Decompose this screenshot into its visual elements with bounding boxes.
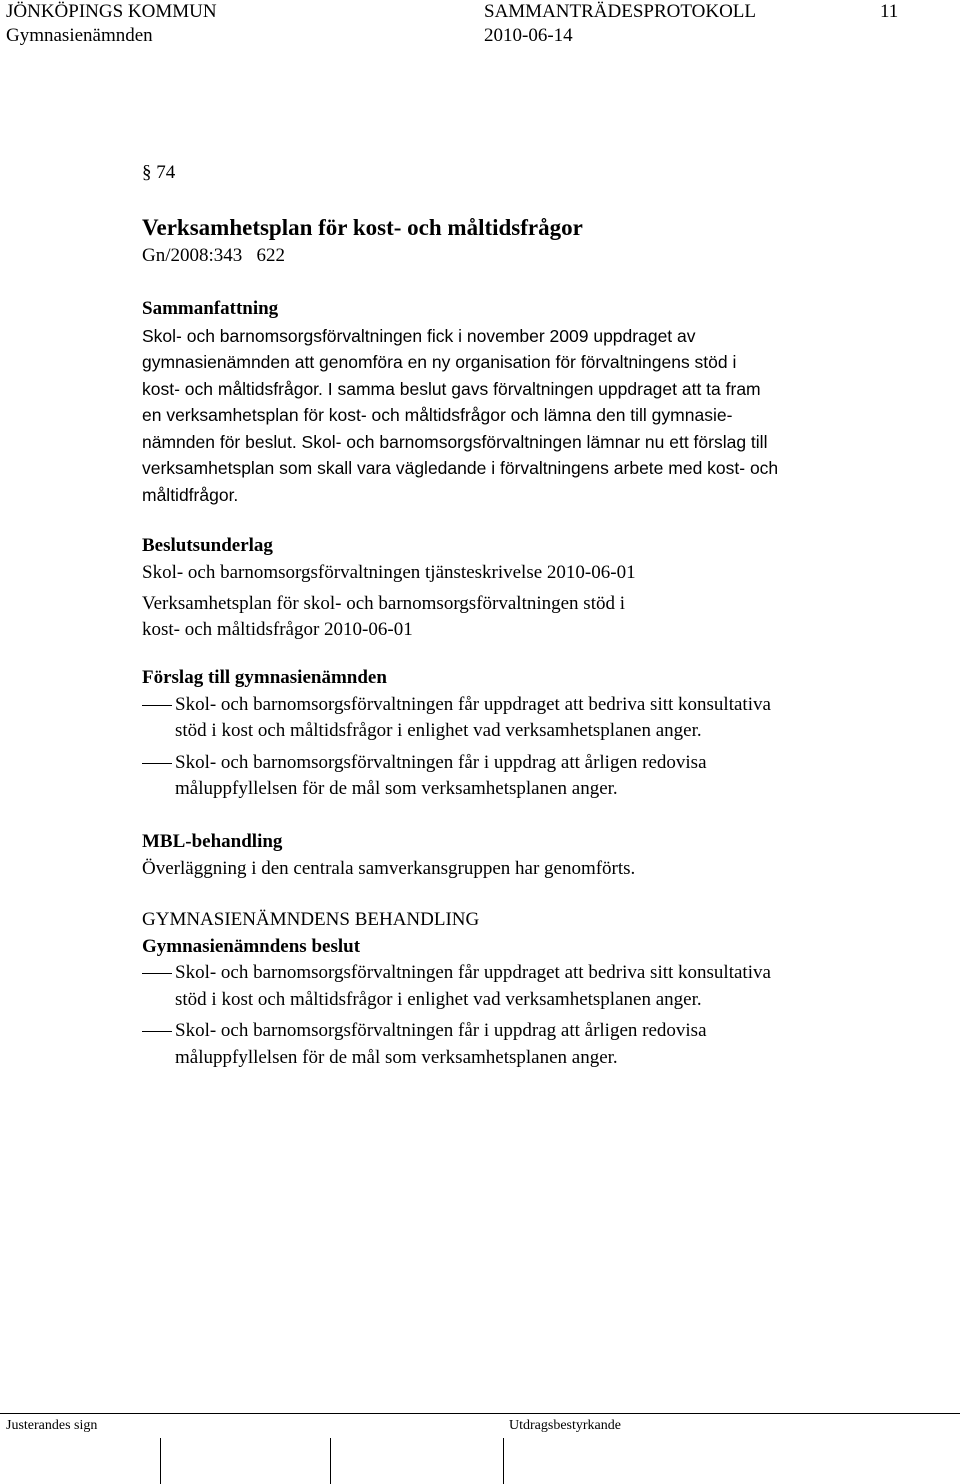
summary-line: nämnden för beslut. Skol- och barnomsorgsförvaltningen lämnar nu ett förslag till — [142, 431, 768, 452]
decision-item-line: Skol- och barnomsorgsförvaltningen får uppdraget att bedriva sitt konsultativa — [175, 962, 771, 983]
treatment-heading: GYMNASIENÄMNDENS BEHANDLING — [142, 909, 480, 930]
proposal-item-line: måluppfyllelsen för de mål som verksamhetsplanen anger. — [175, 778, 618, 799]
basis-heading: Beslutsunderlag — [142, 535, 273, 556]
summary-line: gymnasienämnden att genomföra en ny organisation för förvaltningens stöd i — [142, 352, 737, 372]
signers-label: Justerandes sign — [6, 1418, 98, 1433]
signature-box-divider — [330, 1438, 331, 1484]
proposal-item-line: Skol- och barnomsorgsförvaltningen får uppdraget att bedriva sitt konsultativa — [175, 693, 771, 715]
summary-line: måltidfrågor. — [142, 484, 239, 505]
treatment-section — [142, 907, 771, 1071]
proposal-item-line: stöd i kost och måltidsfrågor i enlighet vad verksamhetsplanen anger. — [175, 720, 702, 741]
decision-item-line: måluppfyllelsen för de mål som verksamhetsplanen anger. — [175, 1046, 618, 1068]
municipality-name: JÖNKÖPINGS KOMMUN — [6, 1, 217, 22]
summary-heading: Sammanfattning — [142, 298, 279, 319]
dash-bullet — [142, 763, 172, 764]
mbl-text: Överläggning i den centrala samverkansgruppen har genomförts. — [142, 857, 636, 879]
page-number: 11 — [880, 1, 899, 22]
summary-section — [142, 296, 778, 508]
summary-line: kost- och måltidsfrågor. I samma beslut gavs förvaltningen uppdraget att ta fram — [142, 378, 761, 399]
certified-label: Utdragsbestyrkande — [509, 1418, 621, 1433]
case-reference: Gn/2008:343 622 — [142, 245, 286, 266]
basis-item: Verksamhetsplan för skol- och barnomsorgsförvaltningen stöd i — [142, 592, 626, 614]
basis-item: kost- och måltidsfrågor 2010-06-01 — [142, 619, 413, 640]
signature-box-divider — [160, 1438, 161, 1484]
page-title: Verksamhetsplan för kost- och måltidsfrågor — [142, 215, 583, 240]
decision-item-line: Skol- och barnomsorgsförvaltningen får i uppdrag att årligen redovisa — [175, 1020, 707, 1041]
decision-item — [142, 1018, 771, 1071]
document-type: SAMMANTRÄDESPROTOKOLL — [484, 1, 757, 22]
proposal-section — [142, 665, 771, 803]
footer-divider — [0, 1413, 960, 1414]
decision-item — [142, 960, 771, 1013]
proposal-item-line: Skol- och barnomsorgsförvaltningen får i uppdrag att årligen redovisa — [175, 751, 707, 773]
mbl-section — [142, 829, 635, 882]
dash-bullet — [142, 973, 172, 974]
proposal-item — [142, 692, 771, 745]
paragraph-number: § 74 — [142, 162, 176, 183]
summary-line: verksamhetsplan som skall vara vägledande i förvaltningens arbete med kost- och — [142, 458, 779, 478]
summary-line: Skol- och barnomsorgsförvaltningen fick i november 2009 uppdraget av — [142, 325, 696, 346]
decision-heading: Gymnasienämndens beslut — [142, 935, 361, 957]
committee-name: Gymnasienämnden — [6, 25, 153, 46]
dash-bullet — [142, 705, 172, 706]
summary-line: en verksamhetsplan för kost- och måltidsfrågor och lämna den till gymnasie- — [142, 405, 733, 425]
mbl-heading: MBL-behandling — [142, 831, 283, 852]
proposal-heading: Förslag till gymnasienämnden — [142, 667, 387, 688]
basis-section — [142, 533, 636, 644]
signature-box-divider — [503, 1438, 504, 1484]
proposal-item — [142, 750, 771, 803]
basis-item: Skol- och barnomsorgsförvaltningen tjänsteskrivelse 2010-06-01 — [142, 561, 636, 583]
dash-bullet — [142, 1031, 172, 1032]
decision-item-line: stöd i kost och måltidsfrågor i enlighet vad verksamhetsplanen anger. — [175, 988, 702, 1010]
meeting-date: 2010-06-14 — [484, 25, 573, 46]
